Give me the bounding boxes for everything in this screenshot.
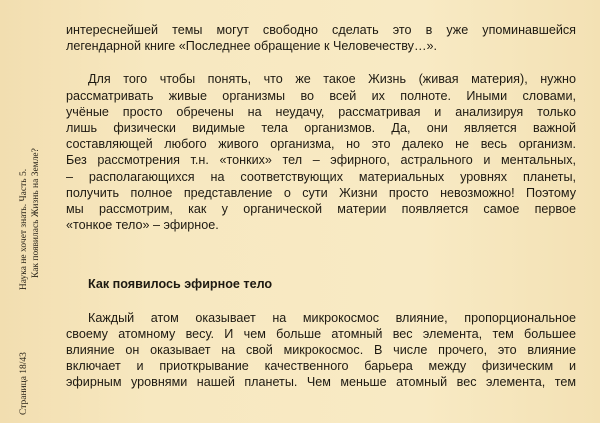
- page-number-label: Страница 18/43: [19, 352, 29, 415]
- text-line: эфирным уровнями нашей планеты. Чем меньше атомный вес элемента, тем: [66, 375, 576, 390]
- book-title-line-2: Как появилась Жизнь на Земле?: [31, 148, 41, 278]
- paragraph-1: [66, 22, 576, 54]
- text-line: Без рассмотрения т.н. «тонких» тел – эфирного, астрального и ментальных,: [66, 153, 576, 168]
- section-heading: Как появилось эфирное тело: [88, 277, 273, 292]
- text-line: составляющей любого живого организма, но это далеко не весь организм.: [66, 137, 576, 152]
- text-line: учёные просто обречены на неудачу, рассматривая и анализируя только: [66, 104, 576, 119]
- paragraph-3: [66, 310, 576, 391]
- paragraph-2: [66, 71, 576, 233]
- text-line: лишь физически видимые тела организмов. Да, они является важной: [66, 121, 576, 136]
- text-line: Для того чтобы понять, что же такое Жизнь (живая материя), нужно: [88, 72, 576, 87]
- book-title-line-1: Наука не хочет знать. Часть 5.: [19, 168, 29, 291]
- side-running-header: [18, 148, 42, 415]
- text-line: «тонкое тело» – эфирное.: [66, 218, 219, 233]
- text-line: мы рассмотрим, как у органической материи появляется самое первое: [66, 202, 576, 217]
- text-line: рассматривать живые организмы во всей их полноте. Иными словами,: [66, 88, 576, 103]
- text-line: влияние он оказывает на свой микрокосмос. В числе прочего, это влияние: [66, 343, 576, 358]
- text-line: легендарной книге «Последнее обращение к Человечеству…».: [66, 39, 438, 54]
- text-line: своему атомному весу. И чем больше атомный вес элемента, тем большее: [66, 326, 576, 341]
- text-line: интереснейшей темы могут свободно сделать это в уже упоминавшейся: [66, 23, 576, 37]
- text-line: Каждый атом оказывает на микрокосмос влияние, пропорциональное: [88, 310, 576, 325]
- text-line: включает и приоткрывание качественного барьера между физическим и: [66, 359, 576, 374]
- side-margin: [4, 0, 50, 423]
- page-body: [66, 22, 576, 391]
- text-line: – располагающихся на соответствующих материальных уровнях планеты,: [66, 169, 576, 184]
- text-line: получить полное представление о сути Жизни просто невозможно! Поэтому: [66, 185, 576, 200]
